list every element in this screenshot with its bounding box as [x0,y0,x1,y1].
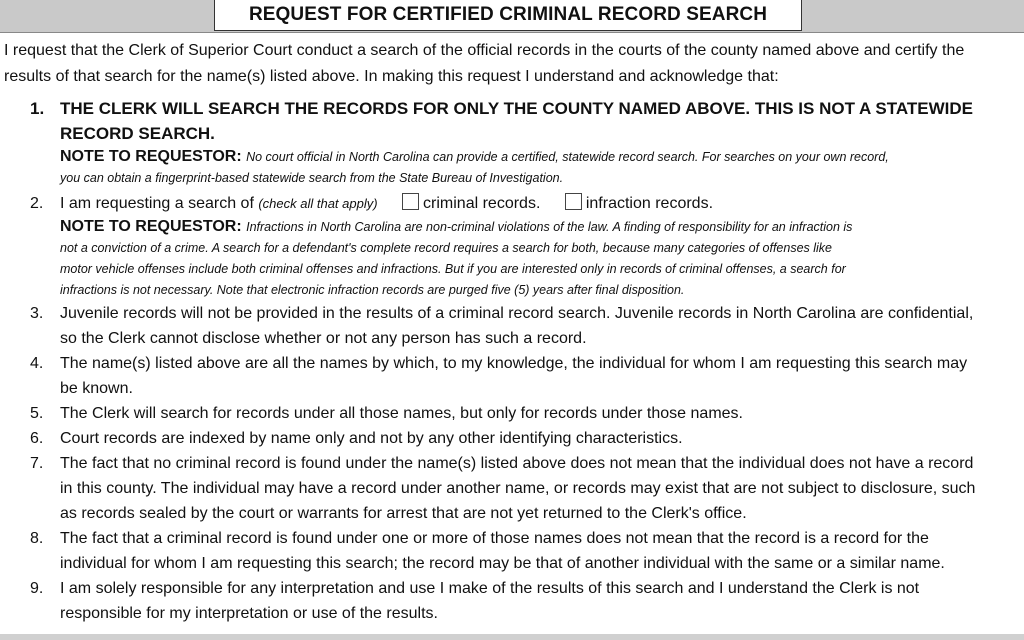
item-number: 4. [30,355,44,372]
note-to-requestor-label: NOTE TO REQUESTOR: [60,218,242,235]
list-item-5 [30,401,1020,426]
item-number: 8. [30,530,44,547]
form-title [214,0,802,31]
note-to-requestor-label: NOTE TO REQUESTOR: [60,148,242,165]
item-5-line-1: The Clerk will search for records under all those names, but only for records under those names. [60,405,743,422]
bottom-divider [0,634,1024,640]
acknowledgement-list [30,96,1020,626]
intro-paragraph [4,38,1018,90]
item-2-note-1: Infractions in North Carolina are non-criminal violations of the law. A finding of responsibility for an infraction is [246,220,853,234]
item-8-line-1: The fact that a criminal record is found under one or more of those names does not mean that the record is a record for the [60,530,929,547]
infraction-records-checkbox[interactable] [565,193,582,210]
item-1-line-2: RECORD SEARCH. [60,124,215,143]
intro-line-1: I request that the Clerk of Superior Court conduct a search of the official records in the courts of the county named above and certify the [4,42,965,59]
criminal-records-checkbox[interactable] [402,193,419,210]
list-item-1 [30,96,1020,189]
item-number: 9. [30,580,44,597]
item-2-note-3: motor vehicle offenses include both criminal offenses and infractions. But if you are interested only in records of criminal offenses, a search for [60,262,846,276]
item-number: 1. [30,99,45,118]
item-4-line-1: The name(s) listed above are all the names by which, to my knowledge, the individual for whom I am requesting this search may [60,355,968,372]
item-9-line-2: responsible for my interpretation or use of the results. [60,605,438,622]
form-title-text: REQUEST FOR CERTIFIED CRIMINAL RECORD SEARCH [248,4,768,25]
item-number: 6. [30,430,44,447]
item-7-line-2: in this county. The individual may have a record under another name, or records may exist that are not subject to disclosure, such [60,480,976,497]
item-number: 3. [30,305,44,322]
list-item-3 [30,301,1020,351]
check-all-hint: (check all that apply) [258,196,378,211]
item-2-note-4: infractions is not necessary. Note that electronic infraction records are purged five (5) years after final disposition. [60,283,685,297]
item-3-line-1: Juvenile records will not be provided in the results of a criminal record search. Juvenile records in North Carolina are confidential, [60,305,974,322]
item-7-line-1: The fact that no criminal record is found under the name(s) listed above does not mean that the individual does not have a record [60,455,974,472]
item-1-note-2: you can obtain a fingerprint-based statewide search from the State Bureau of Investigation. [60,171,564,185]
item-3-line-2: so the Clerk cannot disclose whether or not any person has such a record. [60,330,587,347]
list-item-7 [30,451,1020,526]
item-6-line-1: Court records are indexed by name only and not by any other identifying characteristics. [60,430,683,447]
item-7-line-3: as records sealed by the court or warrants for arrest that are not yet returned to the Clerk's office. [60,505,747,522]
item-2-note-2: not a conviction of a crime. A search for a defendant's complete record requires a search for both, because many categories of offenses like [60,241,833,255]
item-9-line-1: I am solely responsible for any interpretation and use I make of the results of this search and I understand the Clerk is not [60,580,920,597]
list-item-2 [30,191,1020,301]
item-number: 5. [30,405,44,422]
list-item-8 [30,526,1020,576]
infraction-records-label: infraction records. [585,195,714,212]
item-4-line-2: be known. [60,380,133,397]
item-number: 2. [30,195,44,212]
item-1-line-1: THE CLERK WILL SEARCH THE RECORDS FOR ONLY THE COUNTY NAMED ABOVE. THIS IS NOT A STATEWIDE [60,99,974,118]
intro-line-2: results of that search for the name(s) listed above. In making this request I understand and acknowledge that: [4,68,779,85]
criminal-records-label: criminal records. [423,195,541,212]
item-8-line-2: individual for whom I am requesting this search; the record may be that of another individual with the same or a similar name. [60,555,945,572]
search-type-prompt: I am requesting a search of [60,195,254,212]
item-1-note-1: No court official in North Carolina can provide a certified, statewide record search. For searches on your own record, [246,150,889,164]
list-item-9 [30,576,1020,626]
list-item-4 [30,351,1020,401]
item-number: 7. [30,455,44,472]
list-item-6 [30,426,1020,451]
